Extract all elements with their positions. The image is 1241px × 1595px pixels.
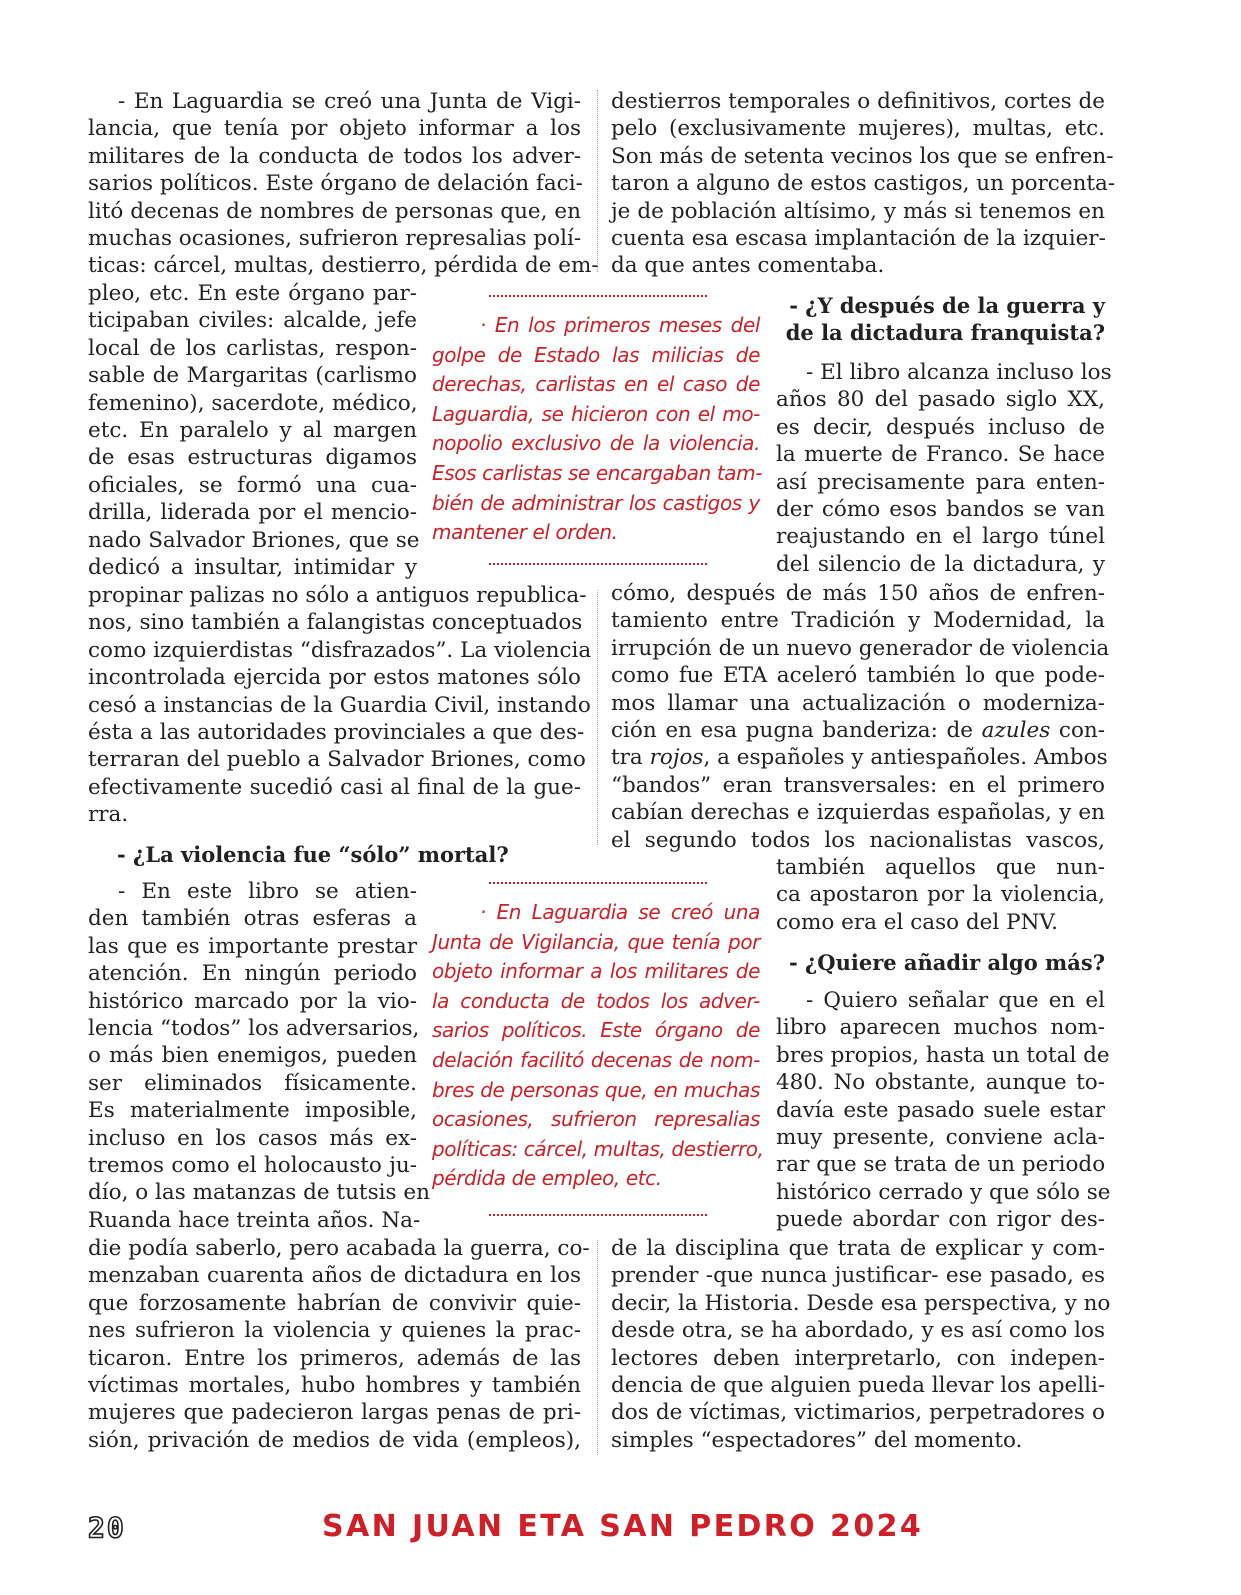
text-line: cuenta esa escasa implantación de la izquier- [611,226,1106,252]
right-column-top [611,88,1116,280]
text-line: 480. No obstante, aunque to- [776,1070,1105,1096]
text-run: rojos [649,745,704,771]
text-line: víctimas mortales, hubo hombres y también [88,1373,581,1399]
text-line: - Quiero señalar que en el [806,988,1105,1013]
text-line: ticaron. Entre los primeros, además de las [88,1345,581,1371]
text-line: ser eliminados físicamente. [88,1070,417,1096]
text-line: años 80 del pasado siglo XX, [776,387,1105,413]
left-column-bottom [88,1235,590,1454]
text-line: tremos como el holocausto ju- [88,1153,417,1179]
text-line: muchas ocasiones, sufrieron represalias polí- [88,226,582,252]
text-line: atención. En ningún periodo [88,961,417,987]
pull-quote-line: sarios políticos. Este órgano de [432,1018,760,1043]
text-line: rra. [88,802,129,828]
text-line: mujeres que padecieron largas penas de pri- [88,1400,581,1426]
text-line: decir, la Historia. Desde esa perspectiva, y no [611,1290,1111,1316]
text-line: sión, privación de medios de vida (empleos), [88,1427,581,1453]
text-line: simples “espectadores” del momento. [611,1427,1023,1453]
question-heading [117,841,509,868]
text-line: nes sufrieron la violencia y quienes la prac- [88,1318,581,1344]
text-line: “bandos” eran transversales: en el primero [611,772,1105,798]
text-line: del silencio de la dictadura, y [776,551,1105,577]
text-line: sarios políticos. Este órgano de delación faci- [88,171,583,197]
pull-quote [432,898,764,1194]
pull-quote-line: Junta de Vigilancia, que tenía por [432,929,760,954]
text-line: puede abordar con rigor des- [776,1207,1105,1233]
pull-quote-line: bres de personas que, en muchas [432,1077,760,1102]
text-line: cabían derechas e izquierdas españolas, y en [611,800,1105,826]
text-line: de la disciplina que trata de explicar y com- [611,1236,1105,1261]
text-line: rar que se trata de un periodo [776,1152,1106,1178]
text-line: pleo, etc. En este órgano par- [88,281,417,306]
text-line: incontrolada ejercida por estos matones sólo [88,665,581,691]
text-line: dío, o las matanzas de tutsis en [88,1180,430,1206]
text-line: femenino), sacerdote, médico, [88,390,418,416]
text-line: nado Salvador Briones, que se [88,527,420,553]
pull-quote-line: derechas, carlistas en el caso de [432,372,760,397]
text-line: cesó a instancias de la Guardia Civil, instando [88,692,591,718]
question-text: - ¿Y después de la guerra y [789,293,1105,318]
text-line: o más bien enemigos, pueden [88,1043,417,1069]
left-column-narrow-1 [88,280,420,581]
text-line: histórico marcado por la vio- [88,988,417,1014]
text-line: la muerte de Franco. Se hace [776,442,1105,468]
text-line: etc. En paralelo y al margen [88,418,417,444]
text-line: es decir, después incluso de [776,414,1105,440]
text-run: , a españoles y antiespañoles. Ambos [703,745,1108,771]
pull-quote-line: bién de administrar los castigos y [432,490,760,515]
text-line: pelo (exclusivamente mujeres), multas, etc. [611,116,1105,142]
text-line: dedicó a insultar, intimidar y [88,555,417,581]
pull-quote-line: golpe de Estado las milicias de [432,342,760,367]
right-column-bottom [611,1235,1111,1454]
text-line: litó decenas de nombres de personas que, en [88,198,581,224]
text-line: cómo, después de más 150 años de enfren- [611,581,1105,606]
pull-quote-line: · En los primeros meses del [480,313,760,337]
text-line: ticas: cárcel, multas, destierro, pérdida de em- [88,253,599,279]
left-column-top [88,88,599,280]
pull-quote-rule [489,295,707,297]
text-line: militares de la conducta de todos los adver- [88,143,581,169]
text-line: incluso en los casos más ex- [88,1125,417,1151]
column-divider [597,90,598,272]
text-line: lencia “todos” los adversarios, [88,1016,420,1042]
text-line: drilla, liderada por el mencio- [88,500,417,526]
question-text: de la dictadura franquista? [785,320,1105,346]
pull-quote-rule [489,563,707,565]
text-line: sable de Margaritas (carlismo [88,363,417,389]
text-line: Es materialmente imposible, [88,1098,417,1124]
text-line [611,717,1105,744]
text-line: da que antes comentaba. [611,253,885,279]
text-line: las que es importante prestar [88,933,417,959]
text-line: destierros temporales o definitivos, cortes de [611,89,1105,114]
text-line: irrupción de un nuevo generador de violencia [611,635,1110,661]
text-line: davía este pasado suele estar [776,1097,1105,1123]
text-line: también aquellos que nun- [776,855,1105,880]
left-column-narrow-2 [88,878,430,1234]
text-line: prender -que nunca justificar- ese pasado, es [611,1263,1105,1289]
right-column-mid [611,580,1110,854]
text-line: die podía saberlo, pero acabada la guerra, co- [88,1236,590,1261]
text-line: - El libro alcanza incluso los [806,360,1112,385]
text-line: terraran del pueblo a Salvador Briones, como [88,747,586,773]
text-run: tra [611,745,643,771]
text-line: lectores deben interpretarlo, con indepen- [611,1345,1105,1371]
text-line: lancia, que tenía por objeto informar a los [88,116,581,142]
pull-quote [432,311,763,548]
text-line: taron a alguno de estos castigos, un porcenta- [611,171,1116,197]
text-line: dencia de que alguien pueda llevar los apelli- [611,1373,1106,1399]
text-line: local de los carlistas, respon- [88,335,417,361]
text-line: Ruanda hace treinta años. Na- [88,1207,421,1233]
text-run: ción en esa pugna banderiza: de [611,718,973,744]
text-line: den también otras esferas a [88,906,417,932]
text-line: propinar palizas no sólo a antiguos republica- [88,583,587,608]
pull-quote-line: mantener el orden. [432,520,618,545]
text-line: reajustando en el largo túnel [776,524,1105,550]
text-line: el segundo todos los nacionalistas vascos, [611,827,1105,853]
text-line: der cómo esos bandos se van [776,497,1105,523]
pull-quote-line: políticas: cárcel, multas, destierro, [432,1136,764,1161]
pull-quote-line: · En Laguardia se creó una [480,900,760,924]
pull-quote-line: ocasiones, sufrieron represalias [432,1107,760,1132]
text-line: como fue ETA aceleró también lo que pode- [611,663,1105,689]
text-line: bres propios, hasta un total de [776,1042,1110,1068]
text-line: como izquierdistas “disfrazados”. La violencia [88,637,592,663]
question-text: - ¿La violencia fue “sólo” mortal? [117,842,509,867]
pull-quote-line: Esos carlistas se encargaban tam- [432,460,763,485]
pull-quote-line: Laguardia, se hicieron con el mo- [432,401,760,426]
question-heading [776,949,1105,976]
text-line: oficiales, se formó una cua- [88,472,417,498]
text-line: histórico cerrado y que sólo se [776,1179,1111,1205]
text-run: azules [981,718,1051,744]
text-line: menzaban cuarenta años de dictadura en los [88,1263,581,1289]
pull-quote-line: delación facilitó decenas de nom- [432,1047,760,1072]
right-column-narrow-3 [776,987,1111,1234]
right-column-narrow-1 [776,359,1112,578]
text-line: ticipaban civiles: alcalde, jefe [88,308,417,334]
text-line: ésta a las autoridades provinciales a que des- [88,720,585,746]
text-line: ca apostaron por la violencia, [776,882,1105,908]
question-heading [776,292,1105,347]
text-line: dos de víctimas, victimarios, perpetradores o [611,1400,1105,1426]
text-line: desde otra, se ha abordado, y es así como los [611,1318,1105,1344]
pull-quote-line: pérdida de empleo, etc. [432,1166,662,1191]
text-line: nos, sino también a falangistas conceptuados [88,610,583,636]
right-column-narrow-2 [776,854,1105,936]
text-line: muy presente, conviene acla- [776,1125,1105,1151]
pull-quote-line: la conducta de todos los adver- [432,988,760,1013]
page-number: 20 [88,1511,126,1544]
text-line: de esas estructuras digamos [88,445,417,471]
pull-quote-line: nopolio exclusivo de la violencia. [432,431,760,456]
text-line: - En este libro se atien- [118,879,417,904]
publication-title: SAN JUAN ETA SAN PEDRO 2024 [322,1509,924,1544]
text-line: efectivamente sucedió casi al final de la gue- [88,774,581,800]
text-line: Son más de setenta vecinos los que se enfren- [611,143,1114,169]
pull-quote-line: objeto informar a los militares de [432,959,760,984]
text-line: tamiento entre Tradición y Modernidad, la [611,608,1105,634]
text-line: mos llamar una actualización o moderniza- [611,690,1105,716]
left-column-mid [88,582,592,829]
pull-quote-rule [489,882,707,884]
text-line: je de población altísimo, y más si tenemos en [611,198,1105,224]
column-divider [597,1240,598,1455]
column-divider [597,590,598,845]
pull-quote-rule [489,1214,707,1216]
text-line: - En Laguardia se creó una Junta de Vigi- [118,89,581,114]
text-run: con- [1058,718,1106,744]
question-text: - ¿Quiere añadir algo más? [788,950,1105,975]
text-line: así precisamente para enten- [776,469,1105,495]
text-line: como era el caso del PNV. [776,909,1058,935]
text-line [611,744,1108,771]
text-line: libro aparecen muchos nom- [776,1015,1105,1041]
text-line: que forzosamente habrían de convivir quie- [88,1290,581,1316]
